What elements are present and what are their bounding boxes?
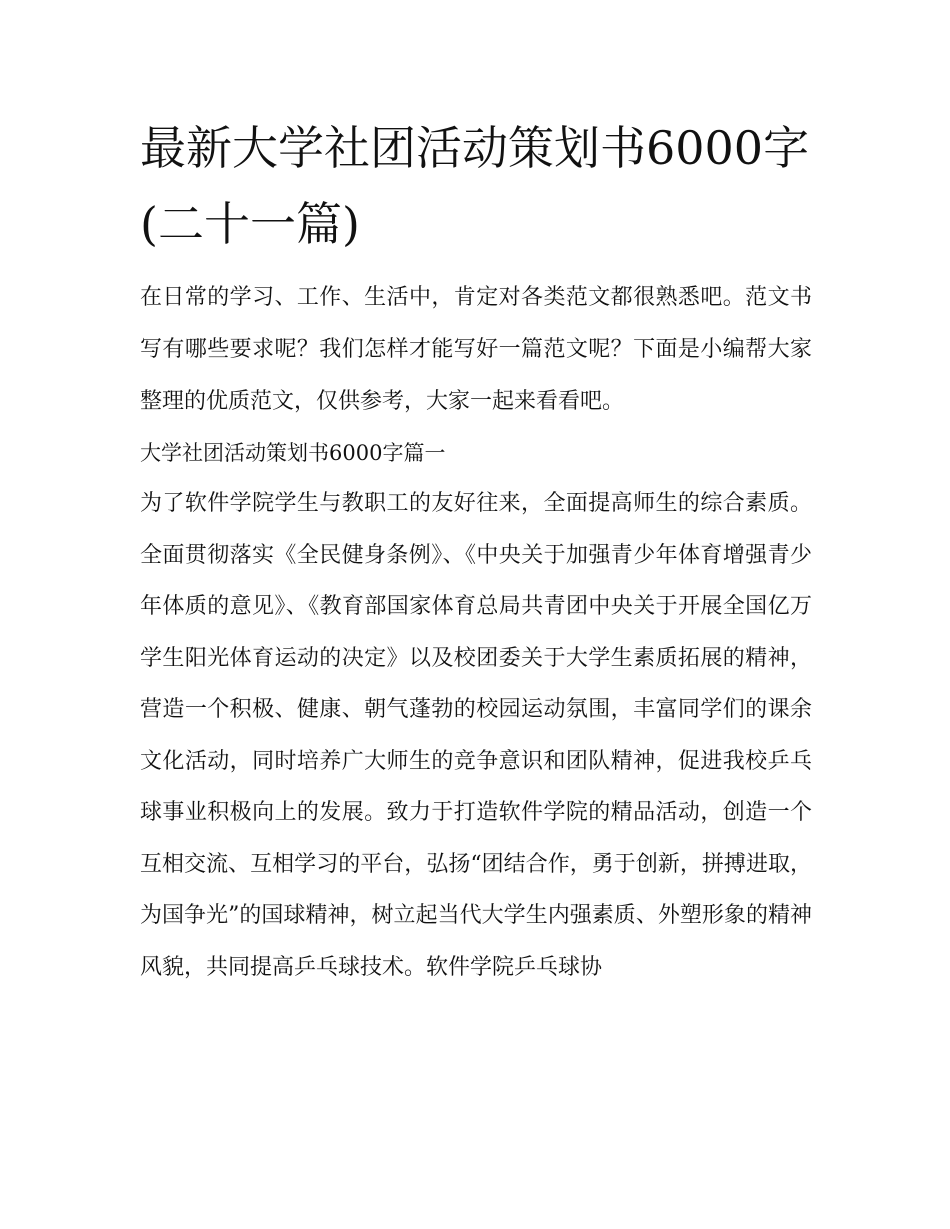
- document-title: 最新大学社团活动策划书6000字(二十一篇): [140, 121, 810, 251]
- body-paragraph: 为了软件学院学生与教职工的友好往来，全面提高师生的综合素质。全面贯彻落实《全民健身条例》、《中央关于加强青少年体育增强青少年体质的意见》、《教育部国家体育总局共青团中央关于开展全国亿万学生阳光体育运动的决定》以及校团委关于大学生素质拓展的精神，营造一个积极、健康、朝气蓬勃的校园运动氛围，丰富同学们的课余文化活动，同时培养广大师生的竞争意识和团队精神，促进我校乒乓球事业积极向上的发展。致力于打造软件学院的精品活动，创造一个互相交流、互相学习的平台，弘扬“团结合作，勇于创新，拼搏进取，为国争光”的国球精神，树立起当代大学生内强素质、外塑形象的精神风貌，共同提高乒乓球技术。软件学院乒乓球协: [140, 491, 812, 980]
- document-content: [140, 110, 812, 993]
- intro-paragraph: 在日常的学习、工作、生活中，肯定对各类范文都很熟悉吧。范文书写有哪些要求呢？我们怎样才能写好一篇范文呢？下面是小编帮大家整理的优质范文，仅供参考，大家一起来看看吧。: [140, 285, 812, 414]
- section-heading: 大学社团活动策划书6000字篇一: [140, 441, 446, 465]
